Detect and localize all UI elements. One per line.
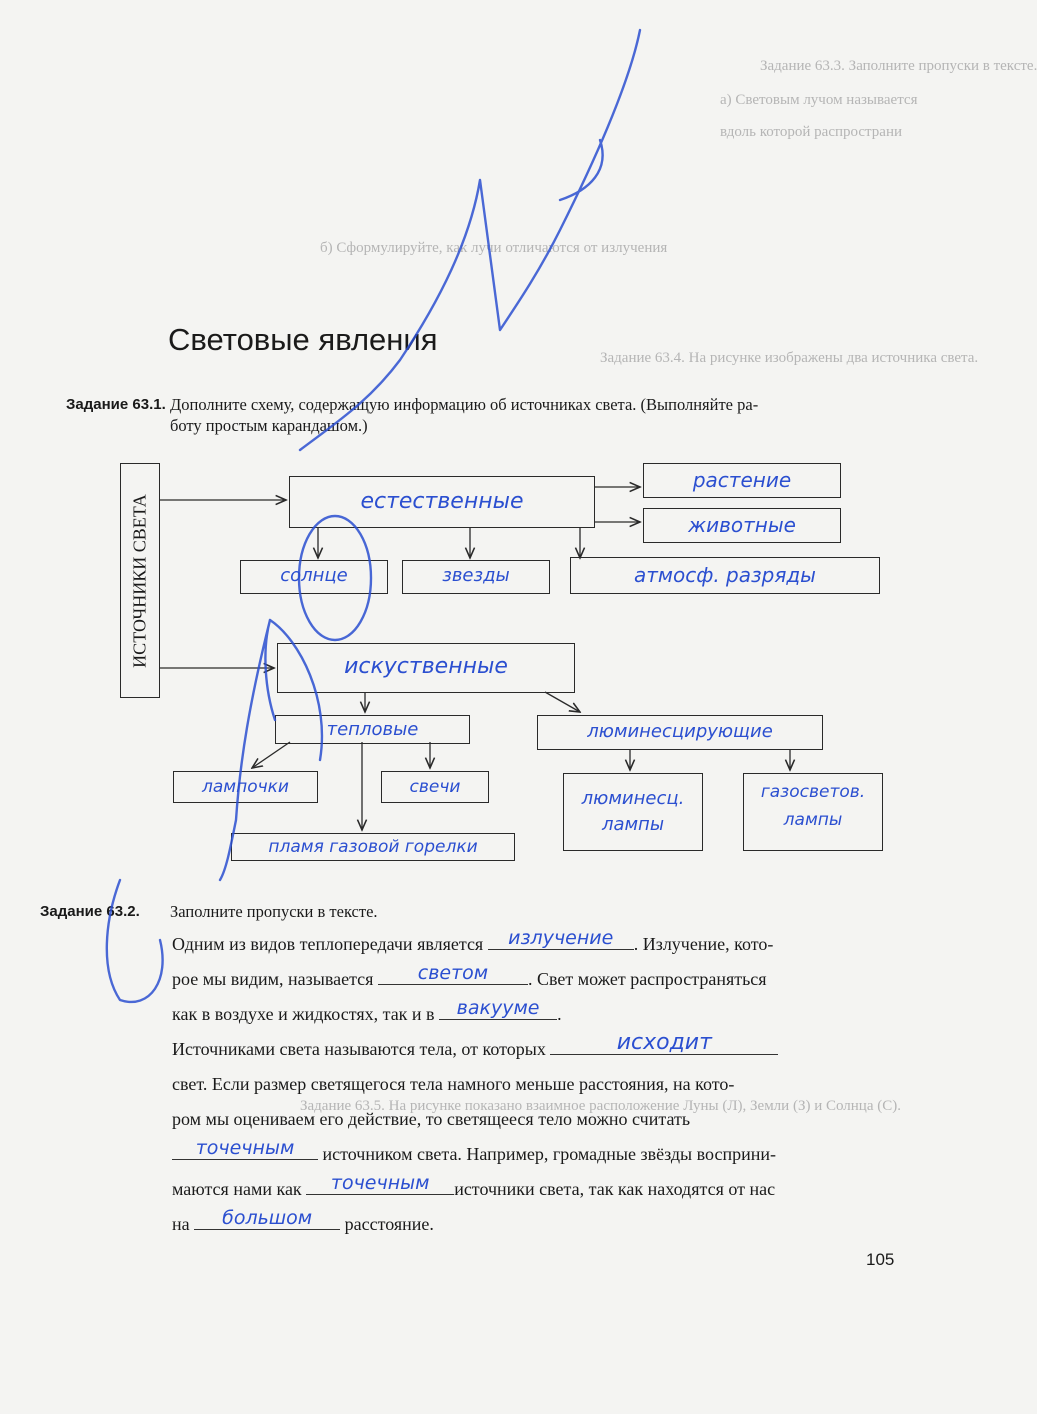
scheme-lum-lamps-box [563,773,703,851]
task2-line-7 [172,1137,776,1172]
scheme-lamps-answer: лампочки [202,777,289,797]
task2-text-9b: расстояние. [344,1214,434,1234]
task2-text-8b: источники света, так как находятся от нас [454,1179,776,1199]
scheme-natural-answer: естественные [360,489,524,514]
faint-back-text-2: а) Световым лучом называется [720,92,918,108]
scheme-candles-box [381,771,489,803]
scheme-atmos-answer: атмосф. разряды [634,563,816,587]
task2-text-3a: как в воздухе и жидкостях, так и в [172,1004,435,1024]
task1-label: Задание 63.1. [66,396,166,413]
task2-answer-4: исходит [616,1030,712,1055]
scheme-lamps-box [173,771,318,803]
scheme-root-box [120,463,160,698]
task2-text-2a: рое мы видим, называется [172,969,374,989]
task2-answer-2: светом [417,962,489,984]
faint-back-text-6: Задание 63.5. На рисунке показано взаимное расположение Луны (Л), Земли (З) и Солнца (С). [300,1098,901,1114]
scheme-luminescent-box [537,715,823,750]
task2-instruction: Заполните пропуски в тексте. [170,902,378,921]
task2-blank-5[interactable] [172,1137,318,1160]
scheme-plants-answer: растение [692,468,792,492]
task2-line-4 [172,1032,778,1067]
task2-label: Задание 63.2. [40,903,140,920]
scheme-plants-box [643,463,841,498]
scheme-atmos-box [570,557,880,594]
scheme-stars-answer: звезды [442,565,510,586]
scheme-gas-lights-answer: газосветов. лампы [760,782,866,830]
faint-back-text-4: б) Сформулируйте, как лучи отличаются от излучения [320,240,668,256]
task2-line-5: свет. Если размер светящегося тела намного меньше расстояния, на кото- [172,1074,735,1094]
scheme-gas-flame-answer: пламя газовой горелки [268,837,478,857]
task2-answer-3: вакууме [456,997,540,1019]
task2-blank-3[interactable] [439,997,557,1020]
task2-line-6: ром мы оцениваем его действие, то светящееся тело можно считать [172,1109,691,1129]
scheme-thermal-answer: тепловые [326,719,419,740]
task2-answer-6: точечным [330,1172,430,1194]
task2-text-7b: источником света. Например, громадные звёзды восприни- [322,1144,776,1164]
scheme-luminescent-answer: люминесцирующие [587,721,773,742]
scheme-thermal-box [275,715,470,744]
scheme-artificial-box [277,643,575,693]
scheme-animals-answer: животные [688,513,796,537]
scheme-animals-box [643,508,841,543]
task2-answer-7: большом [222,1207,313,1229]
task1-instruction-line2: боту простым карандашом.) [170,416,368,435]
task2-line-2 [172,962,767,997]
task2-text-9a: на [172,1214,190,1234]
task2-answer-1: излучение [508,927,614,949]
task2-blank-6[interactable] [306,1172,454,1195]
task2-blank-1[interactable] [488,927,634,950]
task2-answer-5: точечным [195,1137,295,1159]
task2-line-8 [172,1172,775,1207]
task2-blank-2[interactable] [378,962,528,985]
task2-blank-7[interactable] [194,1207,340,1230]
task2-line-9 [172,1207,434,1242]
page-number: 105 [866,1250,895,1269]
task2-line-3: как в воздухе и жидкостях, так и в вакууме . [172,997,562,1024]
task2-line-1 [172,927,773,962]
task1-instruction-line1: Дополните схему, содержащую информацию об источниках света. (Выполняйте ра- [170,395,759,414]
task2-text-8a: маются нами как [172,1179,302,1199]
task2-text-1a: Одним из видов теплопередачи является [172,934,484,954]
scheme-natural-box [289,476,595,528]
task2-blank-4[interactable] [550,1032,778,1055]
task2-text-2b: . Свет может распространяться [527,969,767,989]
faint-back-text-3: вдоль которой распространи [720,124,903,140]
scheme-sun-answer: солнце [280,565,348,586]
faint-back-text-1: Задание 63.3. Заполните пропуски в тексте. [760,58,1037,74]
task2-text-4a: Источниками света называются тела, от которых [172,1039,546,1059]
scheme-gas-flame-box [231,833,515,861]
scheme-candles-answer: свечи [409,777,461,797]
scheme-sun-box [240,560,388,594]
scheme-gas-lights-box [743,773,883,851]
page-title: Световые явления [168,322,438,357]
faint-back-text-5: Задание 63.4. На рисунке изображены два источника света. [600,350,979,366]
task2-text-1b: . Излучение, кото- [633,934,774,954]
scheme-artificial-answer: искуственные [344,654,508,679]
scheme-lum-lamps-answer: люминесц. лампы [581,788,685,835]
scheme-root-label: ИСТОЧНИКИ СВЕТА [129,493,150,668]
scheme-stars-box [402,560,550,594]
